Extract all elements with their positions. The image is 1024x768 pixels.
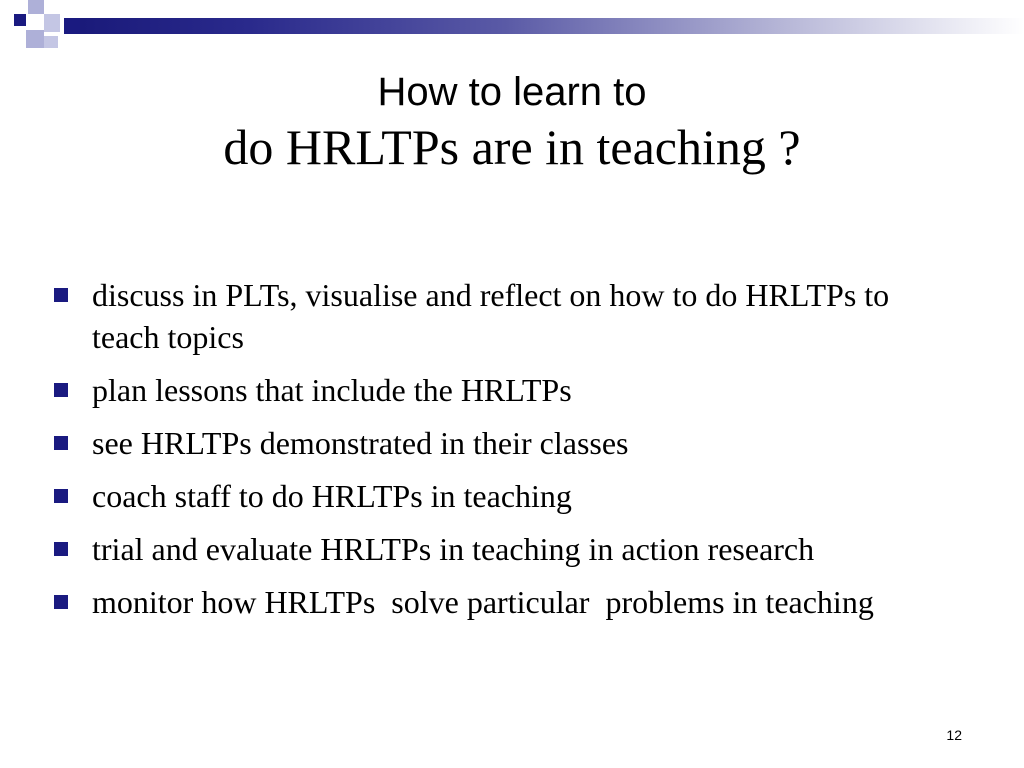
bullet-square-icon — [54, 288, 68, 302]
bullet-item — [54, 581, 954, 623]
bullet-text: see HRLTPs demonstrated in their classes — [92, 425, 629, 461]
decor-square — [14, 14, 26, 26]
decor-square — [44, 14, 60, 32]
bullet-item — [54, 528, 954, 570]
bullet-text: discuss in PLTs, visualise and reflect on how to do HRLTPs to teach topics — [92, 277, 898, 355]
decor-square — [64, 18, 80, 34]
bullet-list — [54, 274, 954, 634]
bullet-item — [54, 475, 954, 517]
decor-square — [44, 36, 58, 48]
bullet-square-icon — [54, 542, 68, 556]
bullet-text: trial and evaluate HRLTPs in teaching in action research — [92, 531, 815, 567]
page-number: 12 — [946, 727, 962, 743]
title-line-2: do HRLTPs are in teaching ? — [223, 119, 801, 175]
header-gradient-bar — [80, 18, 1024, 34]
bullet-square-icon — [54, 489, 68, 503]
bullet-square-icon — [54, 383, 68, 397]
decor-square — [28, 0, 44, 14]
bullet-text: coach staff to do HRLTPs in teaching — [92, 478, 572, 514]
title-line-1: How to learn to — [377, 70, 647, 114]
bullet-item — [54, 369, 954, 411]
bullet-item — [54, 422, 954, 464]
bullet-square-icon — [54, 595, 68, 609]
bullet-text: monitor how HRLTPs solve particular problems in teaching — [92, 584, 874, 620]
slide-title — [0, 68, 1024, 176]
bullet-square-icon — [54, 436, 68, 450]
bullet-text: plan lessons that include the HRLTPs — [92, 372, 572, 408]
decor-square — [26, 30, 44, 48]
bullet-item — [54, 274, 954, 358]
